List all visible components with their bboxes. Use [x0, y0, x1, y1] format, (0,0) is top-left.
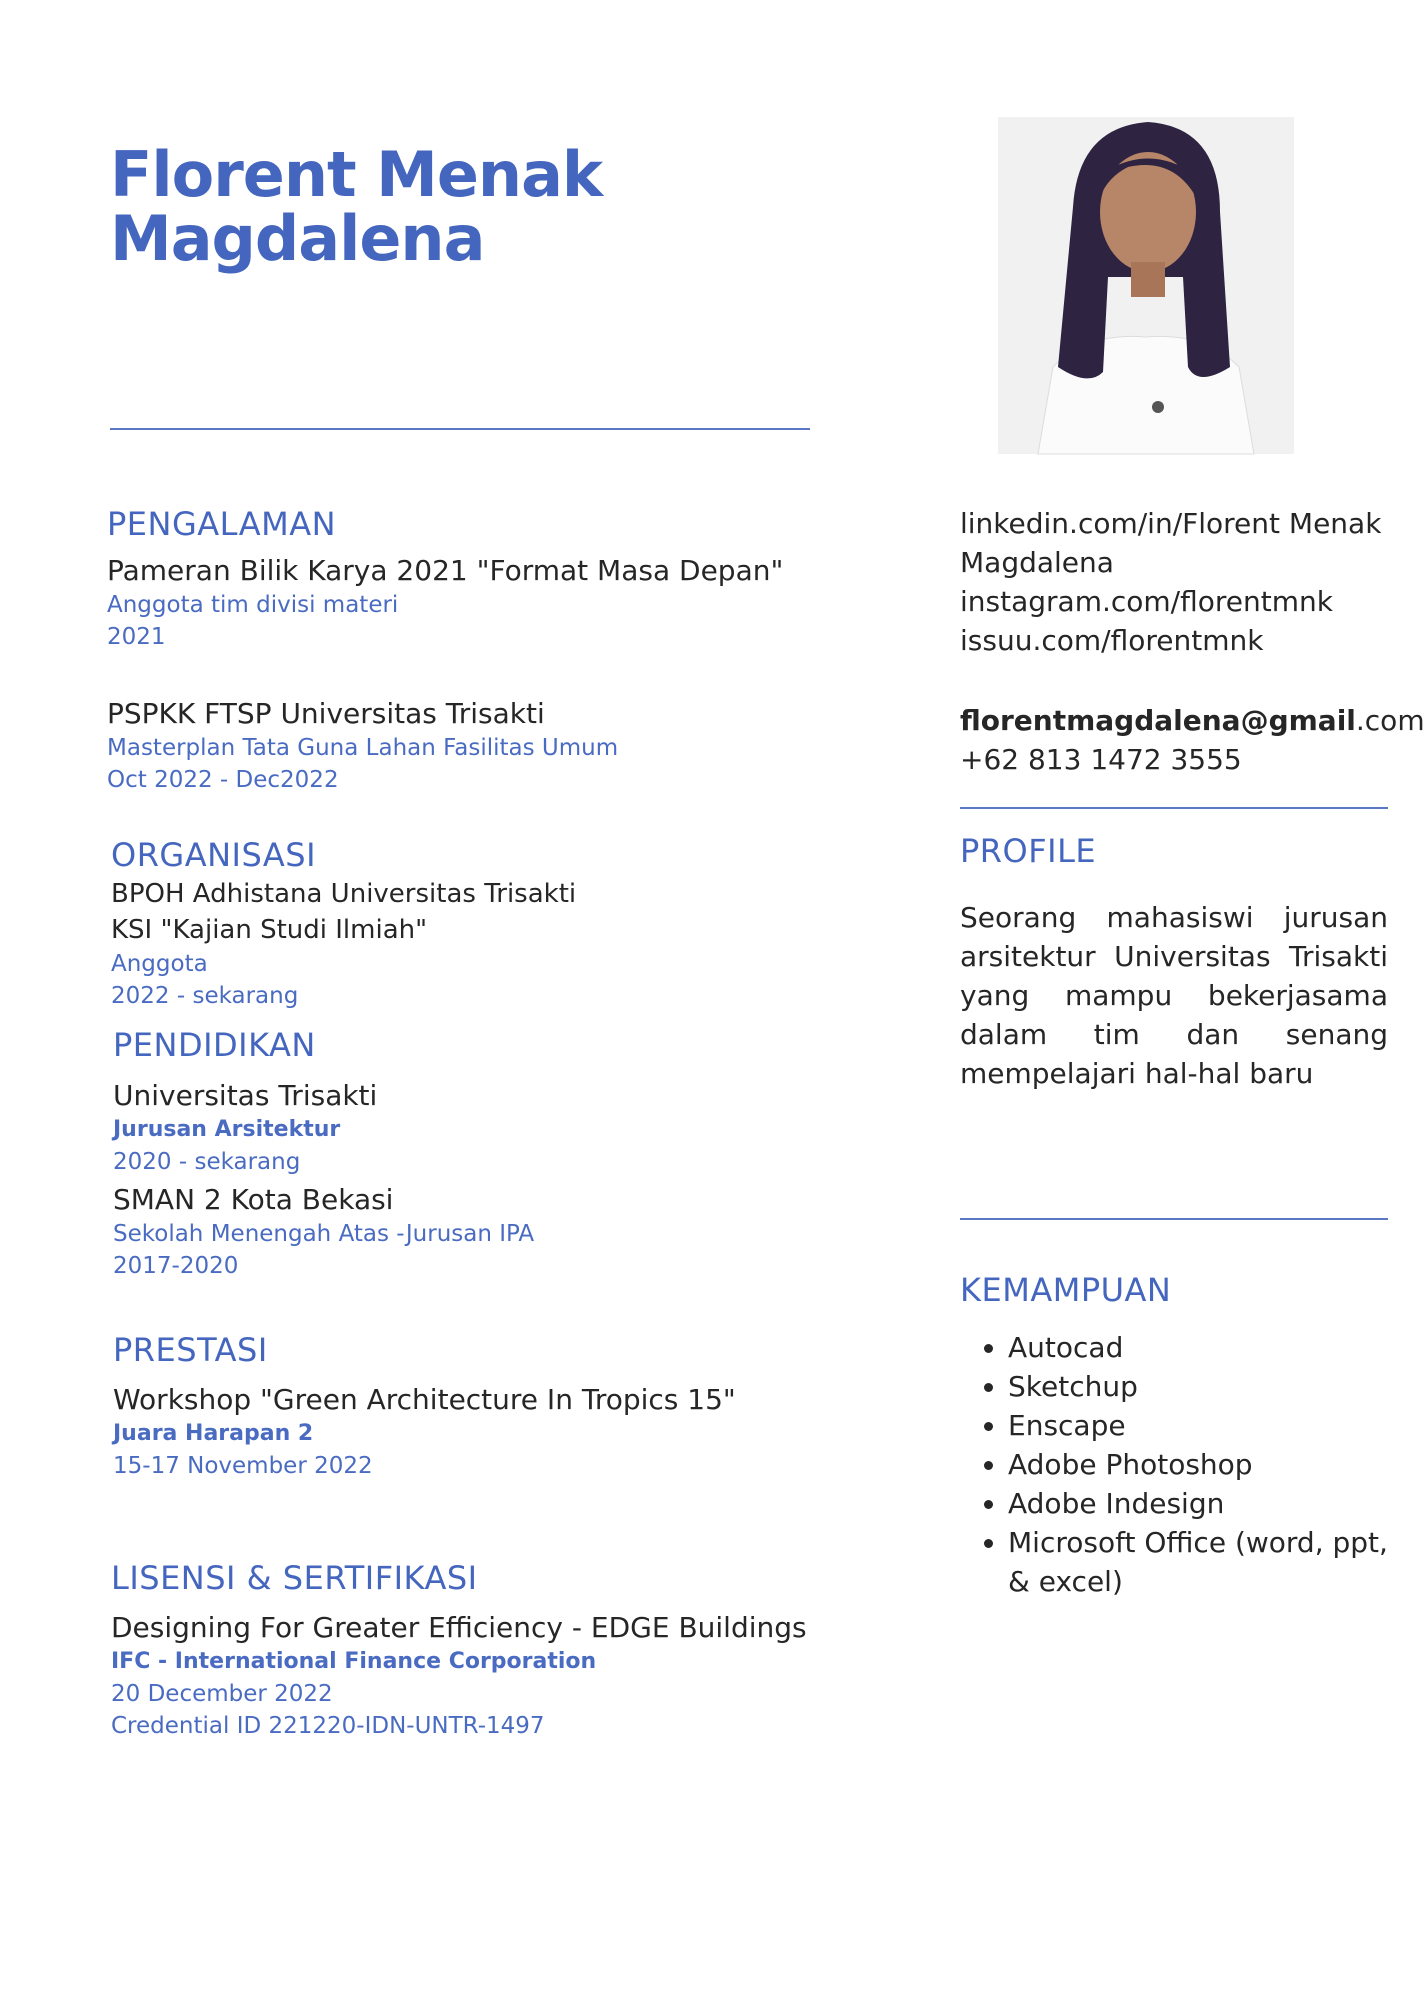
profile-heading: PROFILE: [960, 832, 1097, 870]
organization-role: Anggota: [111, 951, 208, 977]
skill-item: • Sketchup: [1008, 1367, 1400, 1406]
education-item-2: [113, 1182, 833, 1282]
instagram-link[interactable]: instagram.com/florentmnk: [960, 585, 1333, 618]
profile-line: dalam tim dan senang: [960, 1018, 1388, 1051]
experience-item-1: [107, 553, 827, 653]
organization-title-1: BPOH Adhistana Universitas Trisakti: [111, 879, 577, 909]
organization-date: 2022 - sekarang: [111, 983, 299, 1009]
contact-links: [960, 504, 1400, 660]
issuu-link[interactable]: issuu.com/florentmnk: [960, 624, 1264, 657]
license-heading: LISENSI & SERTIFIKASI: [111, 1559, 478, 1597]
profile-line: arsitektur Universitas Trisakti: [960, 940, 1388, 973]
experience-item-2: [107, 696, 827, 796]
name-line-1: Florent Menak: [110, 138, 603, 211]
skills-list: [960, 1328, 1400, 1601]
experience-date: Oct 2022 - Dec2022: [107, 767, 339, 793]
skill-item: • Adobe Photoshop: [1008, 1445, 1400, 1484]
profile-line: mempelajari hal-hal baru: [960, 1057, 1314, 1090]
education-date: 2020 - sekarang: [113, 1149, 301, 1175]
phone-number: +62 813 1472 3555: [960, 743, 1242, 776]
full-name: [110, 138, 670, 275]
linkedin-link-continued[interactable]: Magdalena: [960, 546, 1114, 579]
experience-title: PSPKK FTSP Universitas Trisakti: [107, 697, 545, 730]
profile-body: [960, 898, 1388, 1093]
contact-details: [960, 701, 1425, 779]
license-issuer: IFC - International Finance Corporation: [111, 1649, 597, 1674]
education-date: 2017-2020: [113, 1253, 239, 1279]
profile-photo: [998, 117, 1294, 454]
education-heading: PENDIDIKAN: [113, 1026, 316, 1064]
experience-role: Masterplan Tata Guna Lahan Fasilitas Umum: [107, 735, 619, 761]
education-title: SMAN 2 Kota Bekasi: [113, 1183, 394, 1216]
email-user: florentmagdalena@gmail: [960, 704, 1356, 737]
achievement-award: Juara Harapan 2: [113, 1421, 314, 1446]
license-item: [111, 1610, 851, 1742]
skill-item-continuation: & excel): [1008, 1565, 1123, 1598]
experience-title: Pameran Bilik Karya 2021 "Format Masa Depan": [107, 554, 784, 587]
email-link[interactable]: [960, 701, 1425, 740]
education-title: Universitas Trisakti: [113, 1079, 378, 1112]
education-item-1: [113, 1078, 833, 1178]
skill-item: • Adobe Indesign: [1008, 1484, 1400, 1523]
education-major: Sekolah Menengah Atas -Jurusan IPA: [113, 1221, 535, 1247]
contact-divider: [960, 807, 1388, 809]
linkedin-link[interactable]: linkedin.com/in/Florent Menak: [960, 507, 1382, 540]
skill-item: • Enscape: [1008, 1406, 1400, 1445]
license-title: Designing For Greater Efficiency - EDGE Buildings: [111, 1611, 807, 1644]
organization-heading: ORGANISASI: [111, 836, 317, 874]
skill-item: • Microsoft Office (word, ppt,: [1008, 1523, 1400, 1562]
name-divider: [110, 428, 810, 430]
organization-item: [111, 876, 831, 1012]
profile-divider: [960, 1218, 1388, 1220]
education-major: Jurusan Arsitektur: [113, 1117, 341, 1142]
experience-heading: PENGALAMAN: [107, 505, 337, 543]
profile-line: yang mampu bekerjasama: [960, 979, 1388, 1012]
organization-title-2: KSI "Kajian Studi Ilmiah": [111, 915, 428, 945]
experience-date: 2021: [107, 624, 166, 650]
experience-role: Anggota tim divisi materi: [107, 592, 399, 618]
profile-line: Seorang mahasiswi jurusan: [960, 901, 1388, 934]
license-date: 20 December 2022: [111, 1681, 333, 1707]
email-domain: .com: [1355, 704, 1425, 737]
achievement-heading: PRESTASI: [113, 1331, 268, 1369]
name-line-2: Magdalena: [110, 202, 485, 275]
license-credential: Credential ID 221220-IDN-UNTR-1497: [111, 1713, 545, 1739]
achievement-title: Workshop "Green Architecture In Tropics 15": [113, 1383, 736, 1416]
skill-item: • Autocad: [1008, 1328, 1400, 1367]
skills-heading: KEMAMPUAN: [960, 1271, 1172, 1309]
achievement-date: 15-17 November 2022: [113, 1453, 373, 1479]
achievement-item: [113, 1382, 833, 1482]
